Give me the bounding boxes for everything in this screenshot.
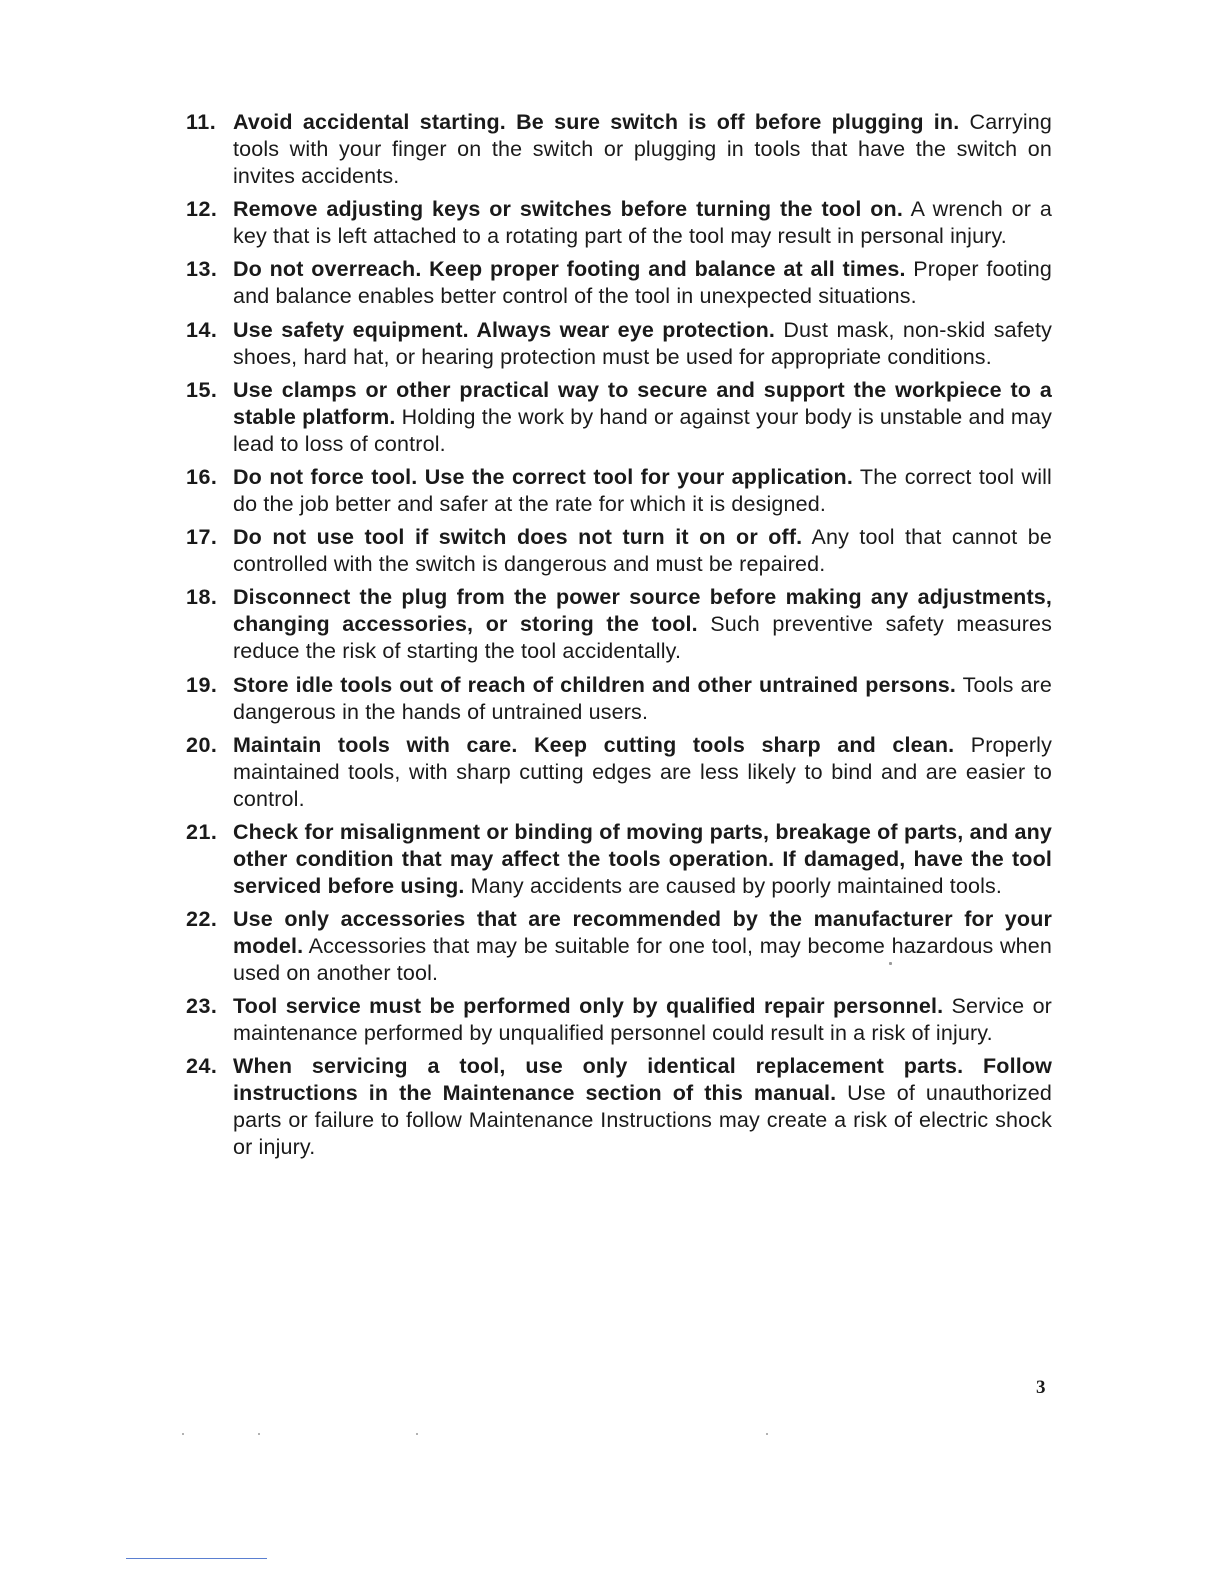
rule-item-23 [186,993,1052,1047]
rule-number: 23. [186,994,218,1019]
rule-text: Tools are dangerous in the hands of untrained users. [233,672,1052,724]
rule-title: Avoid accidental starting. Be sure switch is off before plugging in. [233,110,960,134]
rule-title: Store idle tools out of reach of children and other untrained persons. [233,672,957,697]
scan-speck [889,962,892,965]
rule-number: 21. [186,819,218,844]
rule-item-21 [186,819,1052,900]
rule-text: The correct tool will do the job better and safer at the rate for which it is designed. [233,464,1052,516]
scan-speck [182,1433,184,1435]
rule-number: 20. [186,732,218,757]
rule-number: 11. [186,110,217,134]
rule-title: Tool service must be performed only by qualified repair personnel. [233,994,944,1019]
rule-text: Proper footing and balance enables better control of the tool in unexpected situations. [233,257,1052,309]
rule-text: Many accidents are caused by poorly maintained tools. [470,873,1003,898]
rule-number: 16. [186,464,218,489]
scan-speck [258,1433,260,1435]
rule-item-16 [186,464,1052,518]
rule-text: Dust mask, non-skid safety shoes, hard hat, or hearing protection must be used for appropriate conditions. [233,317,1052,369]
rule-number: 14. [186,317,218,342]
rule-title: When servicing a tool, use only identical replacement parts. Follow instructions in the Maintenance section of this manual. [233,1054,1052,1106]
rule-title: Do not use tool if switch does not turn it on or off. [233,525,803,550]
rule-title: Use only accessories that are recommended by the manufacturer for your model. [233,907,1052,959]
scan-speck [766,1433,768,1435]
page-number: 3 [1036,1377,1046,1398]
rule-number: 13. [186,257,218,282]
rule-number: 24. [186,1054,218,1079]
rule-item-17 [186,524,1052,578]
rule-number: 12. [186,197,218,222]
rule-item-20 [186,732,1052,813]
rule-number: 19. [186,672,218,697]
rule-text: Service or maintenance performed by unqualified personnel could result in a risk of injury. [233,994,1052,1046]
rule-item-22 [186,906,1052,987]
scan-edge-line [126,1558,267,1559]
rule-title: Use safety equipment. Always wear eye protection. [233,317,775,342]
rule-item-12 [186,196,1052,250]
rule-number: 15. [186,377,218,402]
rule-text: Carrying tools with your finger on the switch or plugging in tools that have the switch on invites accidents. [233,110,1052,188]
rule-text: Any tool that cannot be controlled with the switch is dangerous and must be repaired. [233,525,1052,577]
rule-title: Disconnect the plug from the power source before making any adjustments, changing accessories, or storing the tool. [233,585,1052,637]
rule-item-13 [186,256,1052,310]
rule-text: Use of unauthorized parts or failure to follow Maintenance Instructions may create a risk of electric shock or injury. [233,1081,1053,1160]
rule-number: 17. [186,525,218,550]
rule-title: Do not overreach. Keep proper footing and balance at all times. [233,257,906,282]
rule-text: A wrench or a key that is left attached to a rotating part of the tool may result in personal injury. [233,197,1053,249]
rule-number: 22. [186,907,218,932]
rule-title: Use clamps or other practical way to secure and support the workpiece to a stable platform. [233,377,1052,429]
rule-text: Accessories that may be suitable for one tool, may become hazardous when used on another tool. [233,934,1052,986]
scan-speck [416,1433,418,1435]
rule-text: Holding the work by hand or against your body is unstable and may lead to loss of control. [233,404,1052,456]
rule-text: Properly maintained tools, with sharp cutting edges are less likely to bind and are easier to control. [233,732,1053,811]
rule-item-19 [186,672,1052,726]
rule-item-15 [186,377,1052,458]
rule-item-14 [186,317,1052,371]
rule-text: Such preventive safety measures reduce the risk of starting the tool accidentally. [233,612,1053,664]
rule-item-11 [186,109,1052,190]
safety-rules-list [186,109,1052,1168]
rule-item-18 [186,584,1052,665]
rule-title: Do not force tool. Use the correct tool for your application. [233,464,853,489]
rule-number: 18. [186,585,218,610]
rule-title: Maintain tools with care. Keep cutting tools sharp and clean. [233,732,955,757]
rule-item-24 [186,1053,1052,1161]
rule-title: Remove adjusting keys or switches before turning the tool on. [233,197,903,222]
rule-title: Check for misalignment or binding of moving parts, breakage of parts, and any other condition that may affect the tools operation. If damaged, have the tool serviced before using. [233,819,1052,898]
